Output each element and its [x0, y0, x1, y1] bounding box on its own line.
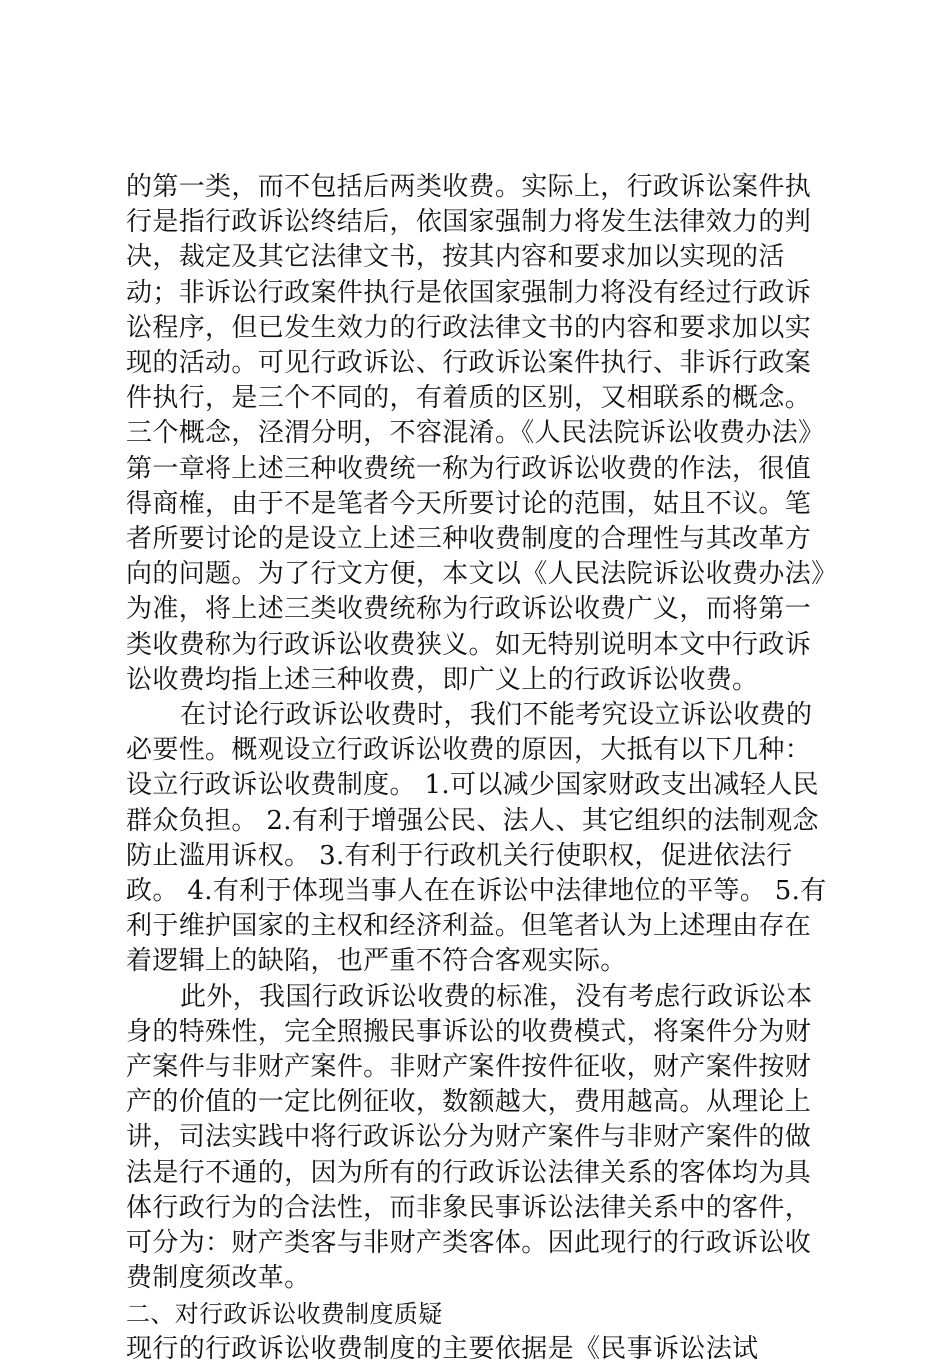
document-body — [126, 170, 836, 1367]
paragraph: 的第一类，而不包括后两类收费。实际上，行政诉讼案件执行是指行政诉讼终结后，依国家强制力将发生法律效力的判决，裁定及其它法律文书，按其内容和要求加以实现的活动；非诉讼行政案件执行是依国家强制力将没有经过行政诉讼程序，但已发生效力的行政法律文书的内容和要求加以实现的活动。可见行政诉讼、行政诉讼案件执行、非诉行政案件执行，是三个不同的，有着质的区别，又相联系的概念。三个概念，泾渭分明，不容混淆。《人民法院诉讼收费办法》第一章将上述三种收费统一称为行政诉讼收费的作法，很值得商榷，由于不是笔者今天所要讨论的范围，姑且不议。笔者所要讨论的是设立上述三种收费制度的合理性与其改革方向的问题。为了行文方便，本文以《人民法院诉讼收费办法》为准，将上述三类收费统称为行政诉讼收费广义，而将第一类收费称为行政诉讼收费狭义。如无特别说明本文中行政诉讼收费均指上述三种收费，即广义上的行政诉讼收费。 — [126, 172, 825, 695]
paragraph: 在讨论行政诉讼收费时，我们不能考究设立诉讼收费的必要性。概观设立行政诉讼收费的原因，大抵有以下几种：设立行政诉讼收费制度。 1.可以减少国家财政支出减轻人民群众负担。 2.有利于增强公民、法人、其它组织的法制观念防止滥用诉权。 3.有利于行政机关行使职权，促进依法行政。 4.有利于体现当事人在在诉讼中法律地位的平等。 5.有利于维护国家的主权和经济利益。但笔者认为上述理由存在着逻辑上的缺陷，也严重不符合客观实际。 — [126, 700, 827, 977]
paragraph: 现行的行政诉讼收费制度的主要依据是《民事诉讼法试 — [126, 1333, 759, 1364]
paragraph: 此外，我国行政诉讼收费的标准，没有考虑行政诉讼本身的特殊性，完全照搬民事诉讼的收费模式，将案件分为财产案件与非财产案件。非财产案件按件征收，财产案件按财产的价值的一定比例征收，数额越大，费用越高。从理论上讲，司法实践中将行政诉讼分为财产案件与非财产案件的做法是行不通的，因为所有的行政诉讼法律关系的客体均为具体行政行为的合法性，而非象民事诉讼法律关系中的客件，可分为：财产类客与非财产类客体。因此现行的行政诉讼收费制度须改革。 — [126, 981, 813, 1294]
section-heading: 二、对行政诉讼收费制度质疑 — [126, 1299, 443, 1328]
